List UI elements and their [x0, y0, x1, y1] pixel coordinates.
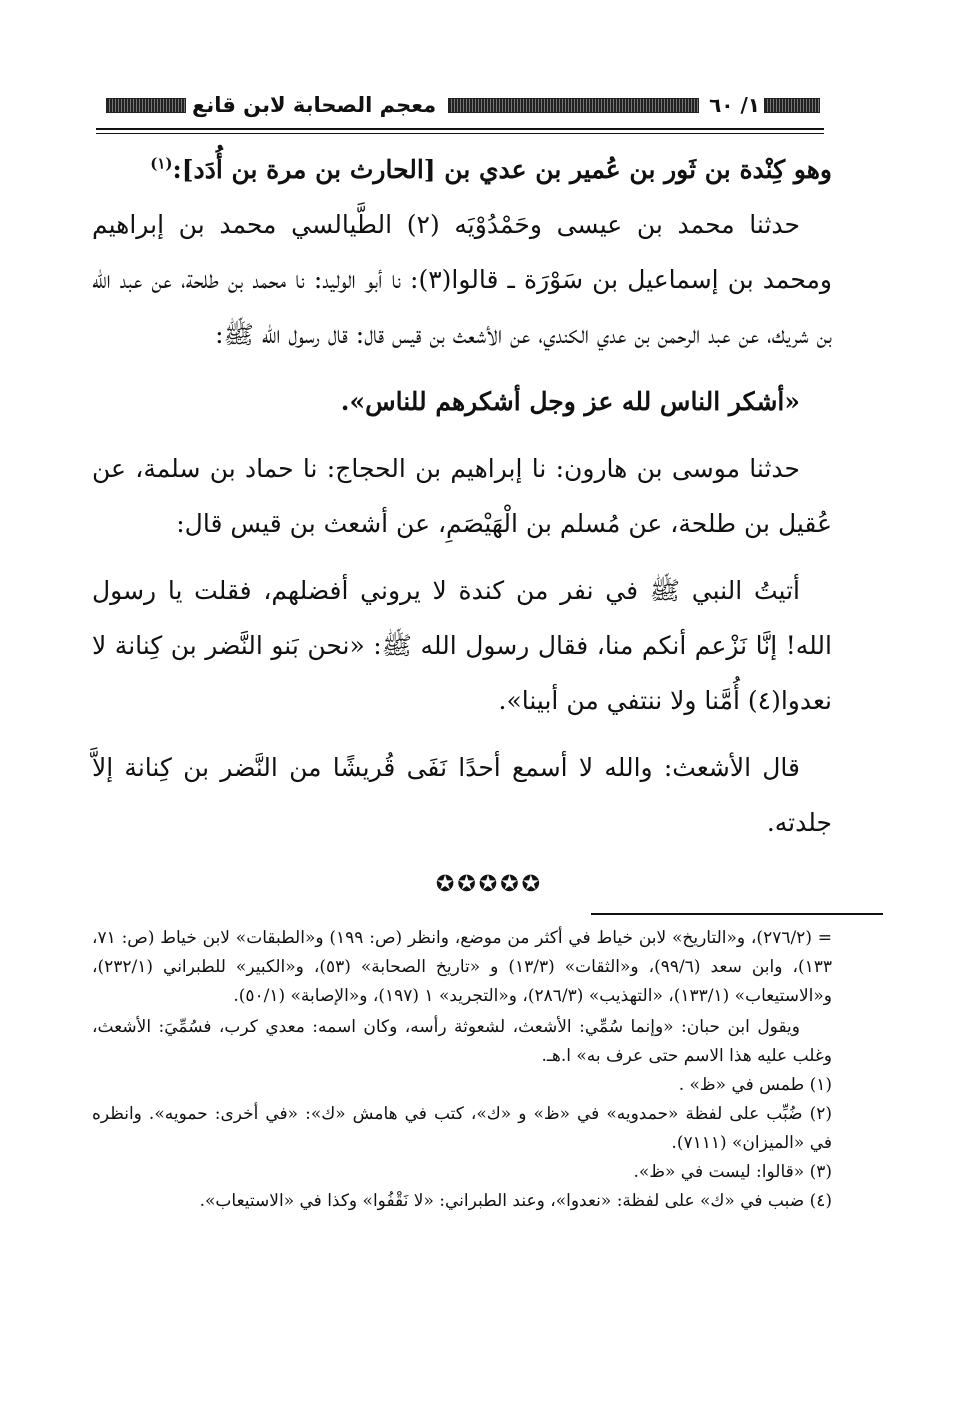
lineage-paragraph	[92, 142, 832, 197]
running-header	[96, 88, 824, 122]
footnote-separator	[591, 913, 883, 915]
footnote-1: (١) طمس في «ظ» .	[678, 1075, 832, 1095]
page-number: ١/ ٦٠	[709, 93, 760, 117]
isnad-paragraph-2: حدثنا موسى بن هارون: نا إبراهيم بن الحجاج: نا حماد بن سلمة، عن عُقيل بن طلحة، عن مُسلم بن الْهَيْصَمِ، عن أشعث بن قيس قال:	[92, 454, 832, 538]
narrator-comment: قال الأشعث: والله لا أسمع أحدًا نَفَى قُريشًا من النَّضر بن كِنانة إلاَّ جلدته.	[92, 753, 832, 837]
footnote-mark: (١)	[150, 154, 173, 173]
header-ornament-right	[764, 98, 820, 113]
header-ornament-left	[106, 98, 186, 113]
isnad-paragraph-1: حدثنا محمد بن عيسى وحَمْدُوْيَه (٢) الطَّيالسي محمد بن إبراهيم ومحمد بن إسماعيل بن سَوْرَة ـ قالوا(٣): نا أبو الوليد: نا محمد بن طلحة، عن عبد الله بن شريك، عن عبد الرحمن بن عدي الكندي، عن الأشعث بن قيس قال: قال رسول الله ﷺ:	[92, 210, 832, 349]
section-divider-stars: ✪✪✪✪✪	[435, 872, 544, 897]
header-ornament-middle	[448, 98, 699, 113]
footnotes	[92, 924, 832, 1216]
book-title: معجم الصحابة لابن قانع	[192, 93, 437, 117]
footnote-ibn-hibban: ويقول ابن حبان: «وإنما سُمِّي: الأشعث، لشعوثة رأسه، وكان اسمه: معدي كرب، فسُمِّيَ: الأشعث، وغلب عليه هذا الاسم حتى عرف به» ا.هـ.	[92, 1017, 832, 1066]
paragraph-text: وهو كِنْدة بن ثَور بن عُمير بن عدي بن [الحارث بن مرة بن أُدَد]:	[172, 155, 832, 184]
footnote-2: (٢) ضُبِّب على لفظة «حمدويه» في «ظ» و «ك»، كتب في هامش «ك»: «في أخرى: حمويه». وانظره في «الميزان» (٧١١١).	[92, 1104, 832, 1153]
footnote-4: (٤) ضبب في «ك» على لفظة: «نعدوا»، وعند الطبراني: «لا نَقْفُوا» وكذا في «الاستيعاب».	[199, 1191, 832, 1211]
main-text	[92, 142, 832, 850]
header-rule-thin	[96, 133, 824, 134]
footnote-3: (٣) «قالوا: ليست في «ظ».	[633, 1162, 832, 1182]
hadith-text-1: «أشكر الناس لله عز وجل أشكرهم للناس».	[340, 387, 800, 416]
footnote-continuation: = (٢٧٦/٢)، و«التاريخ» لابن خياط في أكثر من موضع، وانظر (ص: ١٩٩) و«الطبقات» لابن خياط (ص: ٧١، ١٣٣)، وابن سعد (٩٩/٦)، و«الثقات» (١٣/٣) و «تاريخ الصحابة» (٥٣)، و«الكبير» للطبراني (٢٣٢/١)، و«الاستيعاب» (١٣٣/١)، «التهذيب» (٢٨٦/٣)، و«التجريد» ١ (١٩٧)، و«الإصابة» (٥٠/١).	[92, 928, 833, 1006]
header-rule	[96, 128, 824, 130]
hadith-text-2: أتيتُ النبي ﷺ في نفر من كندة لا يروني أفضلهم، فقلت يا رسول الله! إنَّا نَزْعم أنكم منا، فقال رسول الله ﷺ: «نحن بَنو النَّضر بن كِنانة لا نعدوا(٤) أُمَّنا ولا ننتفي من أبينا».	[92, 576, 832, 715]
